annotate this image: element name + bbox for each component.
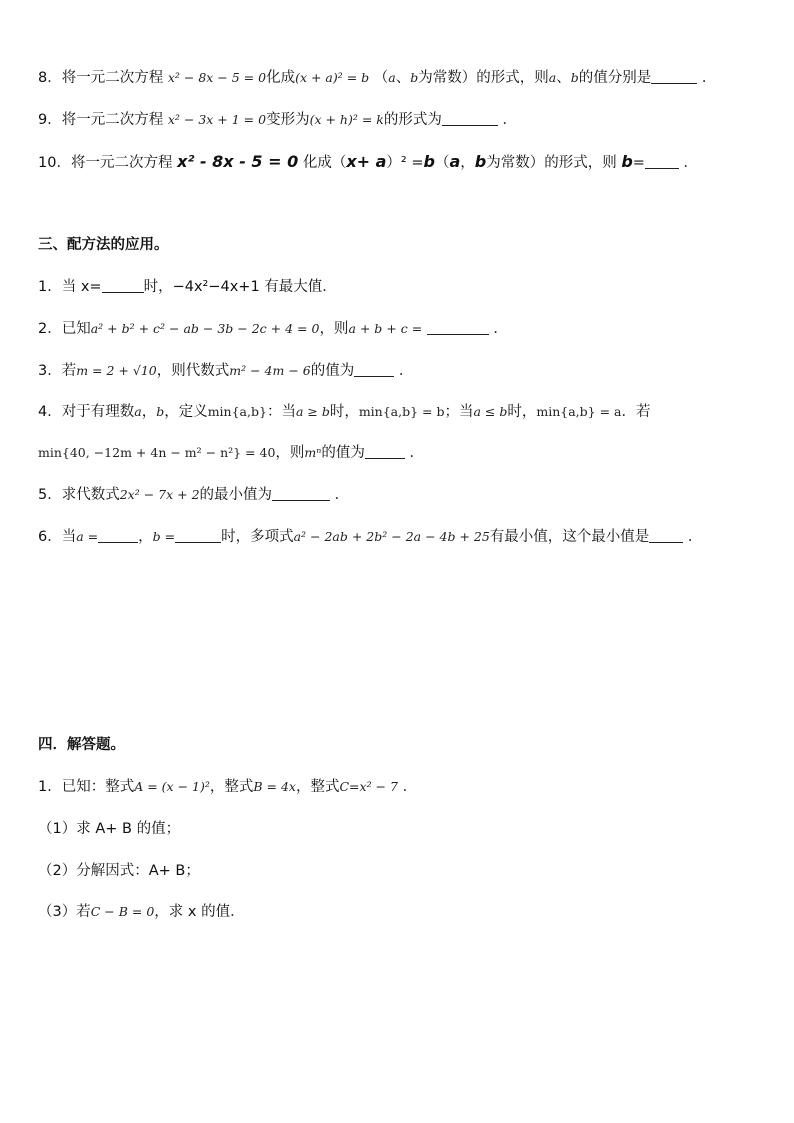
equation: B = 4x [253, 779, 296, 794]
question-text: 、 [395, 70, 411, 86]
question-text: 时， [329, 404, 359, 420]
answer-blank[interactable] [102, 278, 144, 293]
variable: b [423, 152, 435, 171]
question-number: 1． [38, 279, 62, 295]
equation: x² − 3x + 1 = 0 [167, 112, 267, 127]
question-text: 为常数）的形式，则 [486, 155, 617, 171]
equation: 2x² − 7x + 2 [119, 487, 200, 502]
question-number: 6． [38, 529, 62, 545]
question-number: 2． [38, 321, 62, 337]
variable: b [570, 70, 579, 85]
question-text: 为常数）的形式，则 [418, 70, 549, 86]
question-text: ．若 [621, 404, 651, 420]
variable: a [449, 152, 461, 171]
answer-blank[interactable] [98, 528, 138, 543]
question-text: ：当 [266, 404, 296, 420]
equation: a ≥ b [295, 404, 330, 419]
question-number: 1． [38, 779, 62, 795]
question-text: ， [141, 404, 157, 420]
section-3-question-3 [38, 361, 774, 381]
period: ． [402, 779, 418, 795]
question-number: 3． [38, 363, 62, 379]
period: ． [687, 529, 703, 545]
question-9 [38, 110, 774, 130]
question-text: 已知：整式 [61, 779, 135, 795]
variable: a [134, 404, 142, 419]
answer-blank[interactable] [645, 154, 679, 169]
question-text: 时， [507, 404, 537, 420]
period: ． [398, 363, 414, 379]
section-3-question-4-line-2 [38, 443, 774, 463]
equation: min{a,b} = b [358, 404, 445, 419]
question-text: 的最小值为 [199, 487, 273, 503]
section-4-part-3 [38, 902, 774, 922]
section-3-question-4-line-1 [38, 402, 774, 422]
question-text: ， [460, 155, 475, 171]
equation: min{a,b} = a [536, 404, 622, 419]
question-text: 若 [61, 363, 77, 379]
question-text: 将一元二次方程 [61, 112, 164, 128]
equation: m = 2 + √10 [76, 363, 157, 378]
question-text: 时，多项式 [221, 529, 294, 545]
equation: x² − 8x − 5 = 0 [167, 70, 267, 85]
section-4-title: 四．解答题。 [38, 737, 125, 753]
question-text: 的值为 [321, 445, 365, 461]
question-text: ，则代数式 [156, 363, 230, 379]
variable: a [548, 70, 557, 85]
period: ． [701, 70, 717, 86]
equation: b = [152, 529, 176, 544]
section-3-question-6 [38, 527, 774, 547]
equation: a² − 2ab + 2b² − 2a − 4b + 25 [293, 529, 490, 544]
section-3-title: 三、配方法的应用。 [38, 237, 169, 253]
equation: min{40, −12m + 4n − m² − n²} = 40 [38, 445, 276, 460]
question-text: ）² = [386, 155, 424, 171]
question-text: 化成 [266, 70, 296, 86]
question-text: 时，−4x²−4x+1 有最大值． [143, 279, 337, 295]
answer-blank[interactable] [175, 528, 221, 543]
equation: min{a,b} [207, 404, 267, 419]
period: ． [409, 445, 424, 461]
answer-blank[interactable] [272, 486, 330, 501]
question-text: 化成（ [302, 155, 347, 171]
question-text: 对于有理数 [61, 404, 135, 420]
period: ． [493, 321, 508, 337]
equation: x+ a [346, 152, 387, 171]
answer-blank[interactable] [649, 528, 683, 543]
question-text: ，则 [319, 321, 349, 337]
question-text: 将一元二次方程 [70, 155, 173, 171]
equation: C=x² − 7 [339, 779, 398, 794]
equation: mⁿ [304, 445, 322, 460]
variable: b [474, 152, 487, 171]
question-text: ，求 x 的值． [154, 904, 245, 920]
question-text: ，定义 [164, 404, 208, 420]
question-text: （ [373, 70, 389, 86]
question-text: 的值分别是 [578, 70, 652, 86]
question-number: 9． [38, 112, 62, 128]
answer-blank[interactable] [442, 111, 498, 126]
section-3-question-2 [38, 319, 774, 339]
question-text: ，整式 [209, 779, 254, 795]
question-text: ，则 [275, 445, 305, 461]
section-3-question-1 [38, 277, 774, 297]
equation: a² + b² + c² − ab − 3b − 2c + 4 = 0 [90, 321, 320, 336]
question-text: = [632, 155, 645, 171]
equation: a = [76, 529, 99, 544]
question-number: 8． [38, 70, 62, 86]
question-text: 变形为 [266, 112, 310, 128]
question-text: 将一元二次方程 [61, 70, 164, 86]
answer-blank[interactable] [354, 362, 394, 377]
question-number: 10． [38, 155, 71, 171]
answer-blank[interactable] [365, 444, 405, 459]
variable: a [388, 70, 396, 85]
question-text: 的形式为 [383, 112, 442, 128]
question-text: 求代数式 [61, 487, 120, 503]
period: ． [683, 155, 699, 171]
section-3-question-5 [38, 485, 774, 505]
variable: b [156, 404, 165, 419]
question-text: 的值为 [310, 363, 355, 379]
equation: a + b + c = [348, 321, 423, 336]
answer-blank[interactable] [427, 320, 489, 335]
equation: (x + a)² = b [295, 70, 370, 85]
question-text: 已知 [61, 321, 91, 337]
equation: A = (x − 1)² [134, 779, 210, 794]
question-text: 当 x= [61, 279, 102, 295]
question-number: 4． [38, 404, 62, 420]
equation: (x + h)² = k [309, 112, 384, 127]
equation: x² - 8x - 5 = 0 [177, 152, 299, 171]
variable: b [410, 70, 419, 85]
equation: m² − 4m − 6 [229, 363, 311, 378]
question-text: ， [138, 529, 153, 545]
question-8 [38, 68, 774, 88]
question-text: 、 [556, 70, 571, 86]
variable: b [621, 152, 633, 171]
period: ． [502, 112, 517, 128]
section-4-question-1 [38, 777, 774, 797]
question-number: 5． [38, 487, 62, 503]
equation: a ≤ b [473, 404, 508, 419]
period: ． [334, 487, 350, 503]
question-10 [38, 152, 774, 173]
question-text: （ [434, 155, 450, 171]
question-text: ；当 [444, 404, 474, 420]
section-4-part-1: （1）求 A+ B 的值； [38, 821, 181, 837]
section-4-part-2: （2）分解因式：A+ B； [38, 863, 200, 879]
question-text: ，整式 [295, 779, 340, 795]
equation: C − B = 0 [90, 904, 155, 919]
question-text: 当 [61, 529, 77, 545]
answer-blank[interactable] [651, 69, 697, 84]
question-text: 有最小值，这个最小值是 [489, 529, 650, 545]
question-text: （3）若 [38, 904, 91, 920]
